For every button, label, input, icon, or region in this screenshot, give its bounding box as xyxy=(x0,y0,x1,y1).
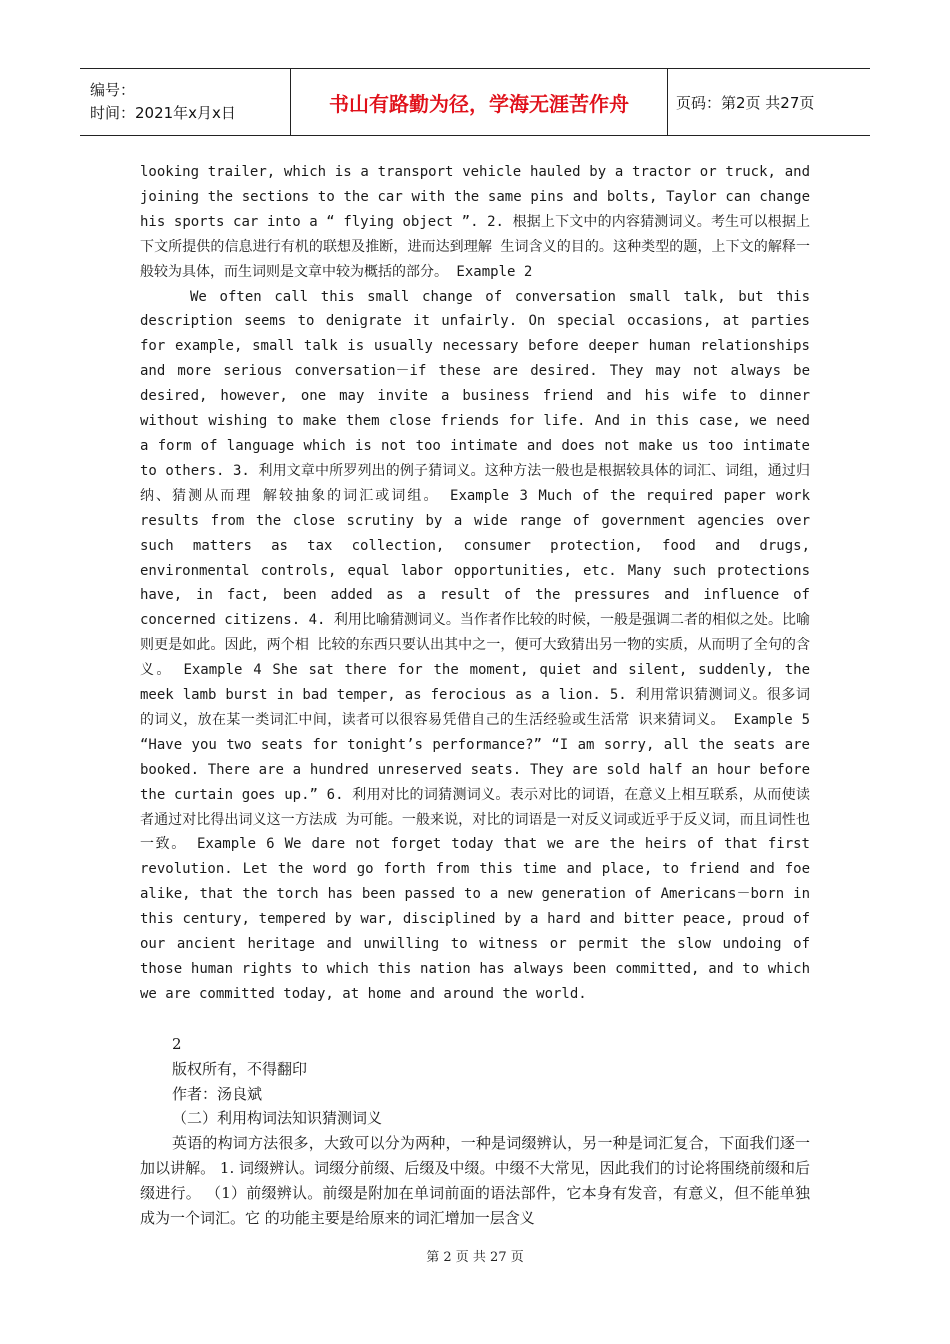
header-motto: 书山有路勤为径，学海无涯苦作舟 xyxy=(291,69,668,136)
tail-section xyxy=(140,1032,810,1230)
page-number-inline: 2 xyxy=(172,1035,182,1053)
copyright-notice: 版权所有，不得翻印 xyxy=(172,1059,308,1078)
section-title: （二）利用构词法知识猜测词义 xyxy=(172,1109,383,1128)
author-line: 作者：汤良斌 xyxy=(172,1084,263,1103)
number-label: 编号： xyxy=(90,81,136,99)
header-page-info: 页码：第2页 共27页 xyxy=(668,69,871,136)
section-paragraph: 英语的构词方法很多，大致可以分为两种，一种是词缀辨认，另一种是词汇复合，下面我们逐一加以讲解。 1. 词缀辨认。词缀分前缀、后缀及中缀。中缀不大常见，因此我们的讨论将围绕前缀和后缀进行。 （1）前缀辨认。前缀是附加在单词前面的语法部件，它本身有发音，有意义，但不能单独成为一个词汇。它 的功能主要是给原来的词汇增加一层含义 xyxy=(140,1134,810,1227)
header-meta xyxy=(80,69,291,136)
time-label: 时间：2021年x月x日 xyxy=(90,104,236,122)
paragraph-1: looking trailer, which is a transport vehicle hauled by a tractor or truck, and joining the sections to the car with the same pins and bolts, Taylor can change his sports car into a “ flying object ”. 2. 根据上下文中的内容猜测词义。考生可以根据上下文所提供的信息进行有机的联想及推断，进而达到理解 生词含义的目的。这种类型的题，上下文的解释一般较为具体，而生词则是文章中较为概括的部分。 Example 2 xyxy=(140,164,810,280)
paragraph-2: We often call this small change of conversation small talk, but this description seems to denigrate it unfairly. On special occasions, at parties for example, small talk is usually necessary before deeper human relationships and more serious conversation－if these are desired. They may not always be desired, however, one may invite a business friend and his wife to dinner without wishing to make them close friends for life. And in this case, we need a form of language which is not too intimate and does not make us too intimate to others. 3. 利用文章中所罗列出的例子猜词义。这种方法一般也是根据较具体的词汇、词组，通过归纳、猜测从而理 解较抽象的词汇或词组。 Example 3 Much of the required paper work results from the close scrutiny by a wide range of government agencies over such matters as tax collection, consumer protection, food and drugs, environmental controls, equal labor opportunities, etc. Many such protections have, in fact, been added as a result of the pressures and influence of concerned citizens. 4. 利用比喻猜测词义。当作者作比较的时候，一般是强调二者的相似之处。比喻则更是如此。因此，两个相 比较的东西只要认出其中之一，便可大致猜出另一物的实质，从而明了全句的含义。 Example 4 She sat there for the moment, quiet and silent, suddenly, the meek lamb burst in bad temper, as ferocious as a lion. 5. 利用常识猜测词义。很多词的词义，放在某一类词汇中间，读者可以很容易凭借自己的生活经验或生活常 识来猜词义。 Example 5 “Have you two seats for tonight’s performance?” “I am sorry, all the seats are booked. There are a hundred unreserved seats. They are sold half an hour before the curtain goes up.” 6. 利用对比的词猜测词义。表示对比的词语，在意义上相互联系，从而使读者通过对比得出词义这一方法成 为可能。一般来说，对比的词语是一对反义词或近乎于反义词，而且词性也一致。 Example 6 We dare not forget today that we are the heirs of that first revolution. Let the word go forth from this time and place, to friend and foe alike, that the torch has been passed to a new generation of Americans－born in this century, tempered by war, disciplined by a hard and bitter peace, proud of our ancient heritage and unwilling to witness or permit the slow undoing of those human rights to which this nation has always been committed, and to which we are committed today, at home and around the world. xyxy=(140,288,810,1002)
page-header xyxy=(80,68,870,136)
body-text xyxy=(140,160,810,1007)
page-footer: 第 2 页 共 27 页 xyxy=(426,1250,524,1265)
